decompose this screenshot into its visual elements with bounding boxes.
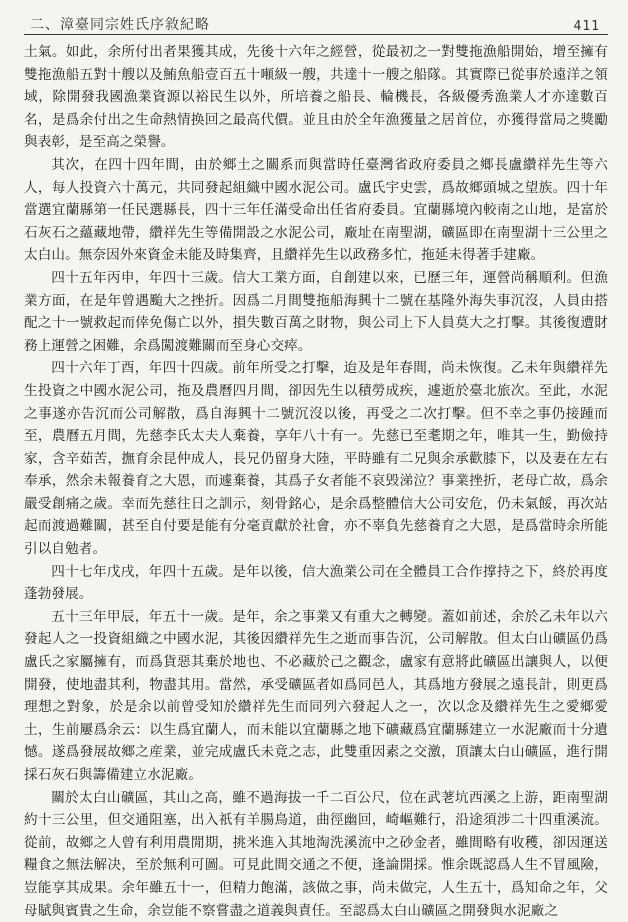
document-body (24, 35, 608, 922)
paragraph: 關於太白山礦區，其山之高，雖不過海拔一千二百公尺，位在武荖坑西溪之上游，距南聖湖約十三公里，但交通阻塞，出入祇有羊腸鳥道，曲徑幽回，崎嶇難行，沿途須涉二十四重溪流。從前，故鄉之人曾有利用農閒期，挑米進入其地淘洗溪流中之砂金者，雖間略有收穫，卻因運送糧食之無法解决，至於無利可圖。可見此間交通之不便，逢論開採。惟余既認爲人生不冒風險，豈能享其成果。余年雖五十一，但精力飽滿，該做之事，尚未做完，人生五十，爲知命之年，父母賦與賓貴之生命，余豈能不察嘗盡之道義與責任。至認爲太白山礦區之開發與水泥廠之 (24, 789, 608, 919)
paragraph: 四十七年戊戌，年四十五歲。是年以後，信大漁業公司在全體員工合作撑持之下，終於再度蓬勃發展。 (24, 563, 608, 603)
page-number: 411 (573, 19, 600, 34)
paragraph: 四十六年丁酉，年四十四歲。前年所受之打擊，迨及是年春間，尚未恢復。乙未年與纘祥先生投資之中國水泥公司，拖及農曆四月間，卻因先生以積勞成疾，遽逝於臺北旅次。至此，水泥之事遂亦告沉而公司解散，爲自海興十二號沉沒以後，再受之二次打擊。但不幸之事仍接踵而至，農曆五月間，先慈李氏太夫人棄養，享年八十有一。先慈已至耄期之年，唯其一生，勤儉持家，含辛茹苦，撫育余昆仲成人，長兄仍留身大陸，平時雖有二兄與余承歡膝下，以及妻在左右奉承，然余未報養育之大恩，而遽棄養，其爲子女者能不哀毁涕泣？事業挫折，老母亡故，爲余嚴受創痛之歲。幸而先慈往日之訓示，刻骨銘心，是余爲整體信大公司安危，仍未氣餒，再次站起而渡過難關，甚至自付要是能有分毫貢獻於社會，亦不辜負先慈養育之大恩，是爲當時余所能引以自勉者。 (24, 360, 608, 558)
paragraph: 土氣。如此，余所付出者果獲其成，先後十六年之經營，從最初之一對雙拖漁船開始，增至擁有雙拖漁船五對十艘以及鮪魚船壹百五十噸級一艘，共達十一艘之船隊。其實際已從事於遠洋之領域，除開發我國漁業資源以裕民生以外，所培養之船長、輪機長，各級優秀漁業人才亦達數百名，是爲余付出之生命熱情换回之最高代價。並且由於全年漁獲量之居首位，亦獲得當局之獎勵與表彰，是至高之榮譽。 (24, 44, 608, 151)
paragraph: 其次，在四十四年間，由於鄉土之關系而與當時任臺灣省政府委員之鄉長盧纘祥先生等六人，每人投資六十萬元，共同發起組織中國水泥公司。盧氏宇史雲，爲故鄉頭城之望族。四十年當選宜蘭縣第一任民選縣長，四十三年任滿受命出任省府委員。宜蘭縣境內較南之山地，是富於石灰石之蘊藏地帶，纘祥先生等備開設之水泥公司，廠址在南聖湖，礦區即在南聖湖十三公里之太白山。無奈因外來資金未能及時集齊，且纘祥先生以政務多忙，拖延未得著手建廠。 (24, 156, 608, 264)
chapter-title: 二、漳臺同宗姓氏序敘紀略 (30, 17, 210, 33)
paragraph: 四十五年丙申，年四十三歲。信大工業方面，自創建以來，已歷三年，運營尚稱順利。但漁業方面，在是年曾遇颱大之挫折。因爲二月間雙拖船海興十二號在基隆外海失事沉沒，人員由搭配之十一號救起而倖免傷亡以外，損失數百萬之財物，與公司上下人員莫大之打擊。其後復遭財務上運營之困難，余爲闖渡難關而至身心交瘁。 (24, 269, 608, 354)
running-header (24, 0, 608, 35)
paragraph: 五十三年甲辰，年五十一歲。是年，余之事業又有重大之轉變。蓋如前述，余於乙未年以六發起人之一投資組織之中國水泥，其後因纘祥先生之逝而事告沉，公司解散。但太白山礦區仍爲盧氏之家屬擁有，而爲貨惡其棄於地也、不必藏於己之觀念，盧家有意將此礦區出讓與人，以便開發，使地盡其利，物盡其用。當然，承受礦區者如爲同邑人，其爲地方發展之遠長計，則更爲理想之對象，於是余以前曾受知於纘祥先生而同列六發起人之一，次以念及纘祥先生之愛鄉愛土，生前屢爲余云：以生爲宜蘭人，而未能以宜蘭縣之地下礦藏爲宜蘭縣建立一水泥廠而十分遺憾。遂爲發展故鄉之産業，並完成盧氏未竟之志，此雙重因素之交激，頂讓太白山礦區，進行開採石灰石與籌備建立水泥廠。 (24, 608, 608, 783)
